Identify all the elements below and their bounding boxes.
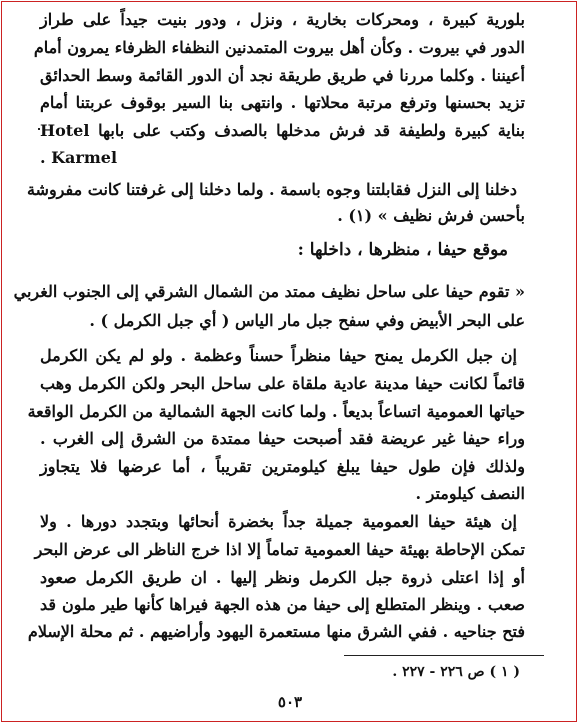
text-line: بناية كبيرة ولطيفة قد فرش مدخلها بالصدف وكتب على بابها Hotel	[40, 121, 525, 140]
text-line: حياتها العمومية اتساعاً بديعاً . ولما كانت الجهة الشمالية من الكرمل الواقعة	[27, 402, 525, 421]
text-line: وراء حيفا غير عريضة فقد أصبحت حيفا ممتدة من الشرق إلى الغرب .	[40, 429, 525, 448]
margin-mark	[38, 128, 40, 130]
text-line: بأحسن فرش نظيف » (١) .	[337, 206, 525, 225]
footnote: ( ١ ) ص ٢٢٦ - ٢٢٧ .	[392, 664, 520, 680]
text-line: قائماً لكانت حيفا مدينة عادية ملقاة على ساحل البحر ولكن الكرمل وهب	[40, 374, 525, 393]
text-line: النصف كيلومتر .	[415, 484, 525, 503]
text-line: . Karmel	[40, 148, 118, 167]
text-line: فتح جناحيه . ففي الشرق منها مستعمرة اليهود وأراضيهم . ثم محلة الإسلام	[27, 622, 525, 641]
text-line: ولذلك فإن طول حيفا يبلغ كيلومترين تقريباً ، أما عرضها فلا يتجاوز	[40, 457, 525, 476]
section-heading: موقع حيفا ، منظرها ، داخلها :	[297, 240, 508, 260]
text-line: صعب . وينظر المتطلع إلى حيفا من هذه الجهة فيراها كأنها طير ملون قد	[40, 595, 525, 614]
text-line: على البحر الأبيض وفي سفح جبل مار الياس ( أي جبل الكرمل ) .	[89, 311, 525, 330]
text-line: بلورية كبيرة ، ومحركات بخارية ، ونزل ، ودور بنيت جيداً على طراز	[40, 10, 525, 29]
text-line: إن جبل الكرمل يمنح حيفا منظراً حسناً وعظمة . ولو لم يكن الكرمل	[40, 346, 517, 365]
footnote-divider	[344, 655, 544, 656]
text-line: الدور في بيروت . وكأن أهل بيروت المتمدنين النظفاء الظرفاء يمرون أمام	[33, 38, 525, 57]
page-number: ٥٠٣	[277, 693, 303, 711]
text-line: أعيننا . وكلما مررنا في طريق طريقة نجد أن الدور القائمة وسط الحدائق	[40, 66, 525, 85]
text-line: تزيد بحسنها وترفع مرتبة محلاتها . وانتهى بنا السير بوقوف عربتنا أمام	[40, 93, 525, 112]
text-line: تمكن الإحاطة بهيئة حيفا العمومية تماماً إلا اذا خرج الناظر الى عرض البحر	[34, 540, 525, 559]
text-line: « تقوم حيفا على ساحل نظيف ممتد من الشمال الشرقي إلى الجنوب الغربي	[13, 282, 525, 301]
text-line: دخلنا إلى النزل فقابلتنا وجوه باسمة . ولما دخلنا إلى غرفتنا كانت مفروشة	[26, 180, 517, 199]
text-line: أو إذا اعتلى ذروة جبل الكرمل ونظر إليها . ان طريق الكرمل صعود	[40, 568, 525, 587]
text-line: إن هيئة حيفا العمومية جميلة جداً بخضرة أنحائها وبتجدد دورها . ولا	[40, 512, 517, 531]
